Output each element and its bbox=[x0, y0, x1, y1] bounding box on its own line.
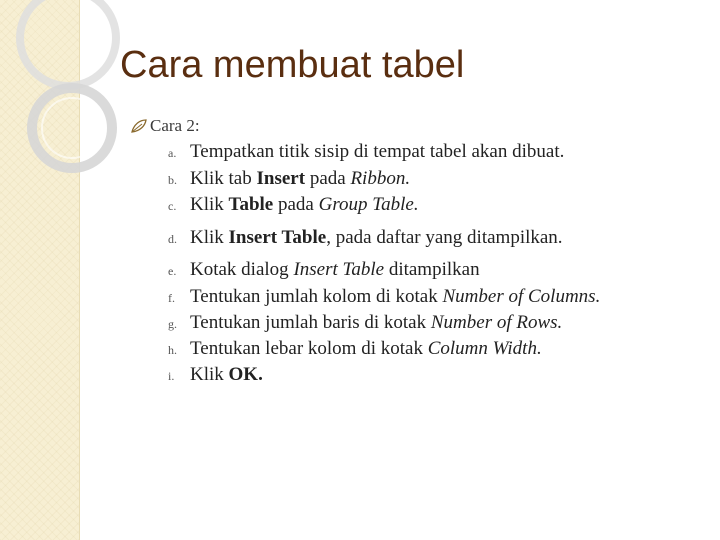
list-item bbox=[168, 364, 263, 386]
italic-text: Insert Table bbox=[293, 259, 385, 280]
bold-text: Insert bbox=[256, 168, 306, 189]
list-item bbox=[168, 227, 563, 249]
list-item bbox=[168, 194, 419, 216]
list-marker: a. bbox=[168, 146, 177, 160]
decorative-rings bbox=[0, 0, 140, 220]
text-run: Tentukan jumlah kolom di kotak bbox=[190, 286, 443, 307]
italic-text: Number of Columns. bbox=[442, 286, 601, 307]
list-marker: e. bbox=[168, 264, 177, 278]
list-item-text bbox=[190, 227, 563, 249]
list-item bbox=[168, 312, 562, 334]
list-marker: i. bbox=[168, 369, 175, 383]
text-run: , pada daftar yang ditampilkan. bbox=[326, 227, 563, 248]
list-item-text bbox=[190, 338, 542, 360]
text-run: Kotak dialog bbox=[190, 259, 294, 280]
list-item bbox=[168, 259, 480, 281]
text-run: Tentukan jumlah baris di kotak bbox=[190, 312, 431, 333]
list-marker: f. bbox=[168, 291, 175, 305]
bullet-text: Cara 2: bbox=[150, 116, 200, 135]
text-run: ditampilkan bbox=[384, 259, 480, 280]
list-item-text bbox=[190, 259, 480, 281]
italic-text: Ribbon. bbox=[350, 168, 411, 189]
list-item-text bbox=[190, 141, 564, 163]
text-run: pada bbox=[273, 194, 319, 215]
list-marker: g. bbox=[168, 317, 177, 331]
text-run: Klik bbox=[190, 194, 229, 215]
text-run: Tempatkan titik sisip di tempat tabel akan dibuat. bbox=[190, 141, 565, 162]
list-item-text bbox=[190, 194, 419, 216]
list-marker: c. bbox=[168, 199, 177, 213]
list-marker: d. bbox=[168, 232, 177, 246]
text-run: Klik bbox=[190, 364, 229, 385]
list-item bbox=[168, 141, 564, 163]
italic-text: Column Width. bbox=[427, 338, 542, 359]
text-run: Klik tab bbox=[190, 168, 257, 189]
page-title: Cara membuat tabel bbox=[120, 44, 465, 86]
text-run: Tentukan lebar kolom di kotak bbox=[190, 338, 428, 359]
bold-text: Table bbox=[228, 194, 274, 215]
list-item-text bbox=[190, 286, 600, 308]
list-marker: b. bbox=[168, 173, 177, 187]
text-run: pada bbox=[305, 168, 351, 189]
list-item bbox=[168, 286, 600, 308]
list-item-text bbox=[190, 312, 562, 334]
bold-text: Insert Table bbox=[228, 227, 327, 248]
italic-text: Number of Rows. bbox=[430, 312, 563, 333]
text-run: Klik bbox=[190, 227, 229, 248]
list-item bbox=[168, 338, 542, 360]
list-item-text bbox=[190, 168, 410, 190]
list-item-text bbox=[190, 364, 263, 386]
leaf-bullet-icon bbox=[130, 118, 148, 134]
list-marker: h. bbox=[168, 343, 177, 357]
bold-text: OK. bbox=[228, 364, 263, 385]
list-item bbox=[168, 168, 410, 190]
italic-text: Group Table. bbox=[318, 194, 419, 215]
bullet-heading bbox=[130, 116, 200, 136]
